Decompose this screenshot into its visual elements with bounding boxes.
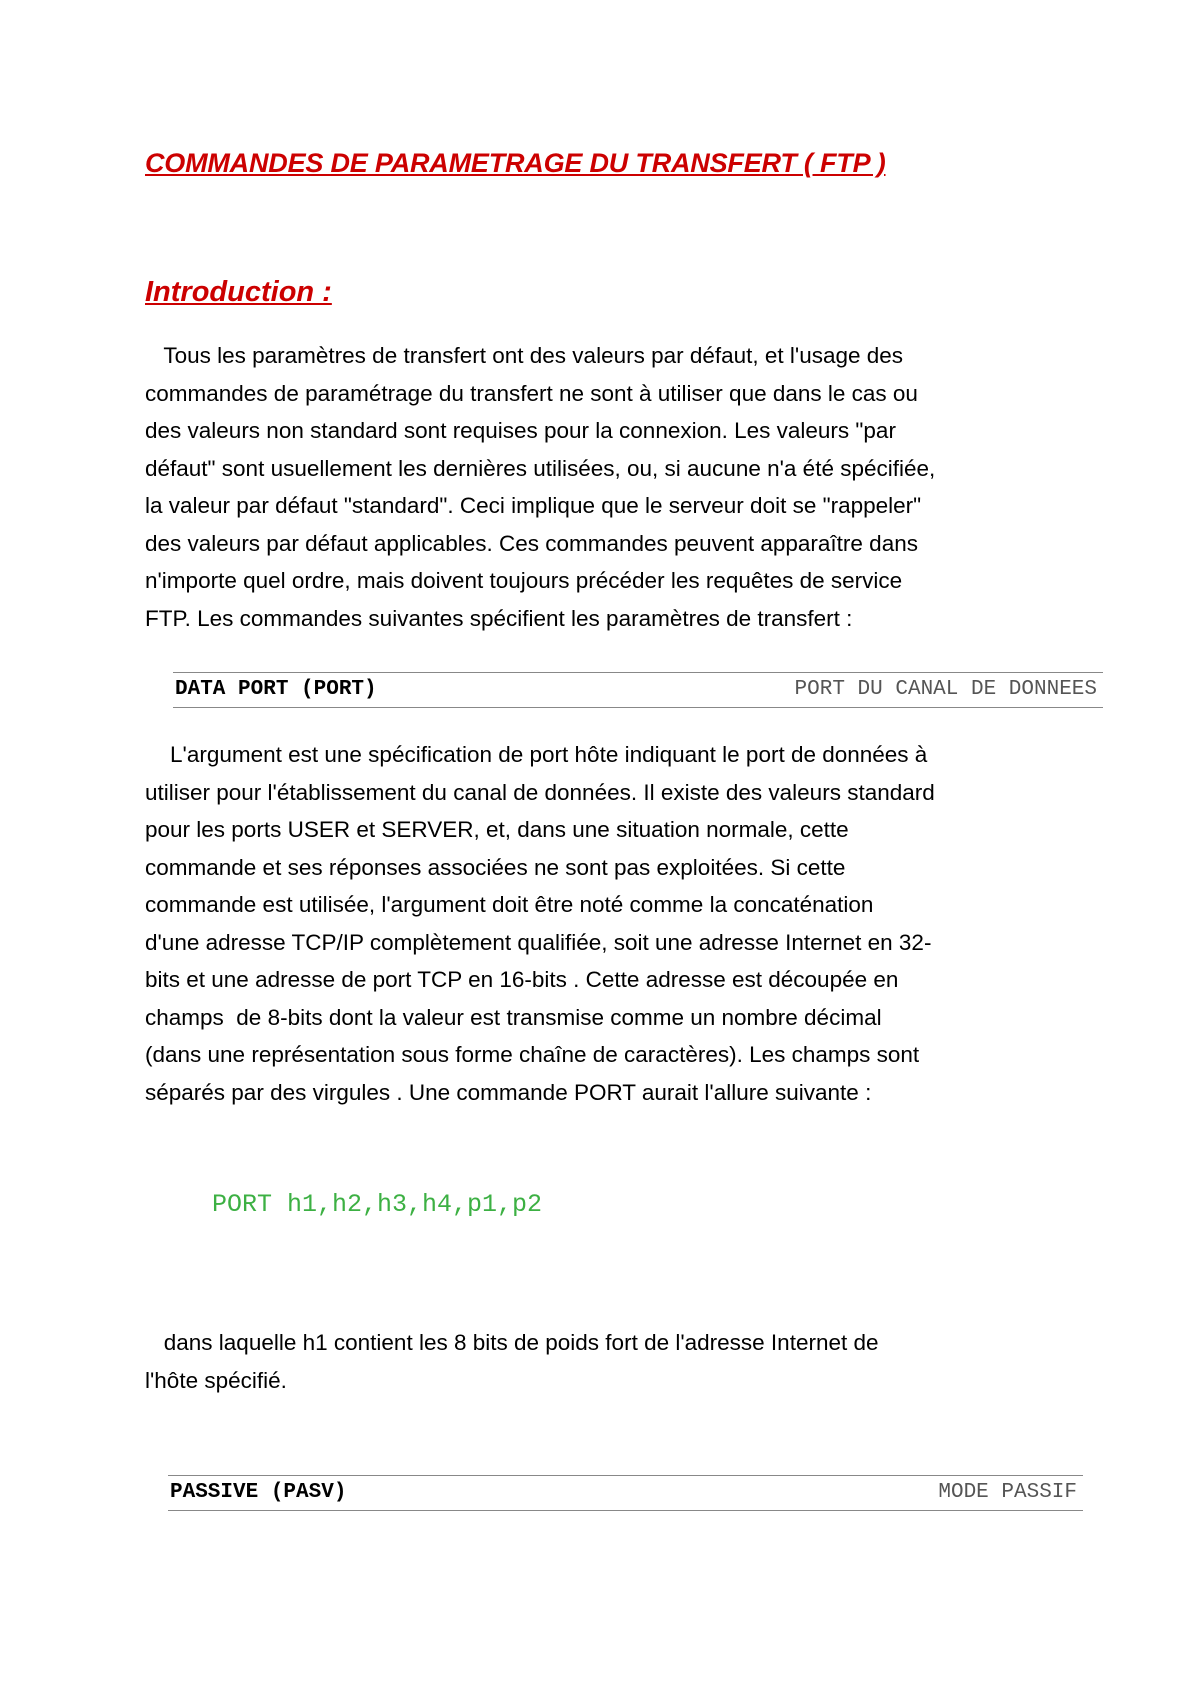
paragraph-line: la valeur par défaut "standard". Ceci implique que le serveur doit se "rappeler" bbox=[145, 493, 922, 518]
paragraph-line: séparés par des virgules . Une commande PORT aurait l'allure suivante : bbox=[145, 1079, 872, 1105]
paragraph-line: pour les ports USER et SERVER, et, dans une situation normale, cette bbox=[145, 817, 849, 842]
paragraph-line: champs de 8-bits dont la valeur est transmise comme un nombre décimal bbox=[145, 1004, 882, 1030]
paragraph-line: bits et une adresse de port TCP en 16-bits . Cette adresse est découpée en bbox=[145, 967, 899, 992]
paragraph-line: utiliser pour l'établissement du canal de données. Il existe des valeurs standard bbox=[145, 779, 935, 805]
data-port-command-bar bbox=[173, 672, 1103, 708]
paragraph-line: l'hôte spécifié. bbox=[145, 1367, 287, 1393]
paragraph-line: des valeurs par défaut applicables. Ces commandes peuvent apparaître dans bbox=[145, 530, 918, 556]
paragraph-line: L'argument est une spécification de port hôte indiquant le port de données à bbox=[145, 742, 928, 767]
paragraph-line: FTP. Les commandes suivantes spécifient les paramètres de transfert : bbox=[145, 605, 853, 631]
document-title: COMMANDES DE PARAMETRAGE DU TRANSFERT ( FTP ) bbox=[145, 148, 886, 178]
data-port-command-description: PORT DU CANAL DE DONNEES bbox=[794, 678, 1097, 701]
introduction-heading: Introduction : bbox=[145, 276, 332, 308]
paragraph-line: d'une adresse TCP/IP complètement qualifiée, soit une adresse Internet en 32- bbox=[145, 929, 932, 955]
port-command-example: PORT h1,h2,h3,h4,p1,p2 bbox=[212, 1190, 543, 1219]
paragraph-line: commandes de paramétrage du transfert ne sont à utiliser que dans le cas ou bbox=[145, 380, 918, 406]
paragraph-line: commande est utilisée, l'argument doit être noté comme la concaténation bbox=[145, 892, 874, 917]
paragraph-line: commande et ses réponses associées ne sont pas exploitées. Si cette bbox=[145, 854, 846, 880]
paragraph-line: n'importe quel ordre, mais doivent toujours précéder les requêtes de service bbox=[145, 568, 903, 593]
paragraph-line: défaut" sont usuellement les dernières utilisées, ou, si aucune n'a été spécifiée, bbox=[145, 455, 936, 481]
paragraph-line: Tous les paramètres de transfert ont des valeurs par défaut, et l'usage des bbox=[145, 343, 904, 368]
paragraph-line: des valeurs non standard sont requises pour la connexion. Les valeurs "par bbox=[145, 418, 896, 443]
data-port-command-name: DATA PORT (PORT) bbox=[175, 678, 377, 701]
passive-command-bar bbox=[168, 1475, 1083, 1511]
h1-paragraph bbox=[145, 1324, 1095, 1399]
passive-command-description: MODE PASSIF bbox=[938, 1481, 1077, 1504]
port-paragraph bbox=[145, 736, 1095, 1111]
paragraph-line: dans laquelle h1 contient les 8 bits de poids fort de l'adresse Internet de bbox=[145, 1330, 879, 1355]
paragraph-line: (dans une représentation sous forme chaîne de caractères). Les champs sont bbox=[145, 1042, 920, 1067]
passive-command-name: PASSIVE (PASV) bbox=[170, 1481, 347, 1504]
intro-paragraph bbox=[145, 337, 1095, 637]
